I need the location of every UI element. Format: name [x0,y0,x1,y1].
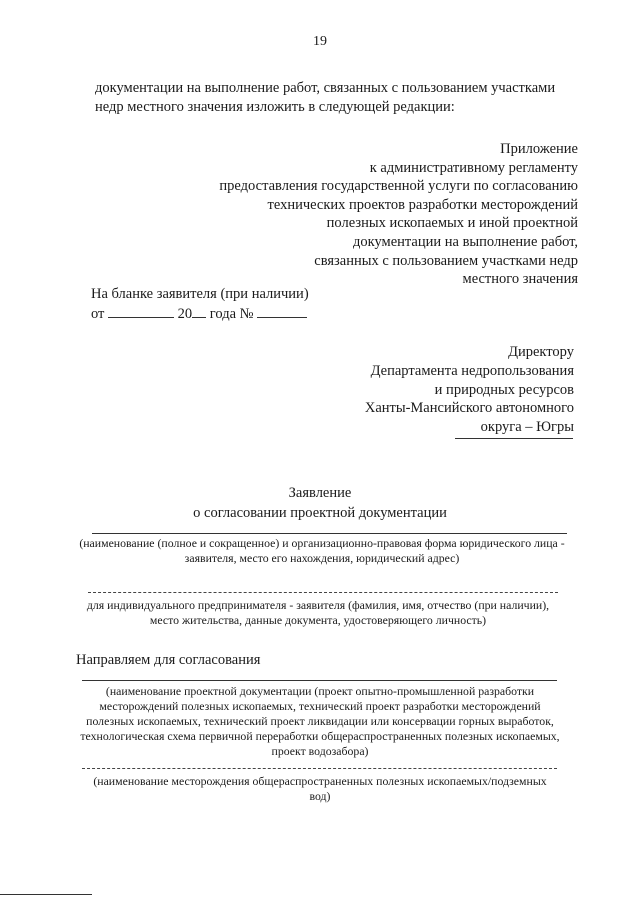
page-number: 19 [313,34,327,49]
legal-entity-note: (наименование (полное и сокращенное) и организационно-правовая форма юридического лица - заявителя, место его нахождения, юридический адрес) [79,536,565,565]
letterhead-date-line [91,305,307,323]
deposit-line [82,768,557,769]
intro-line-2: недр местного значения изложить в следующей редакции: [95,99,455,115]
intro-line-1: документации на выполнение работ, связанных с пользованием участками [95,80,556,96]
individual-line [88,592,558,593]
appendix-line: Приложение [500,141,578,157]
appendix-line: связанных с пользованием участками недр [314,252,578,269]
appendix-line: полезных ископаемых и иной проектной [326,215,578,232]
individual-note: для индивидуального предпринимателя - заявителя (фамилия, имя, отчество (при наличии), место жительства, данные документа, удостоверяющего личность) [86,598,550,627]
year-label: 20 [177,306,193,322]
addressee-block [365,343,574,437]
year-number-label: года № [209,306,254,322]
date-blank [108,305,174,318]
appendix-line: к административному регламенту [369,159,578,176]
submit-label: Направляем для согласования [76,652,261,668]
footnote-separator [0,894,92,895]
addressee-line: округа – Югры [480,419,574,436]
addressee-line: Ханты-Мансийского автономного [364,400,574,417]
applicant-name-line [92,533,567,534]
statement-subtitle: о согласовании проектной документации [193,505,447,521]
project-doc-line [82,680,557,681]
deposit-note: (наименование месторождения общераспространенных полезных ископаемых/подземных вод) [93,774,547,803]
statement-title: Заявление [288,485,352,501]
year-blank [192,305,206,318]
appendix-line: местного значения [462,271,578,288]
from-label: от [91,306,105,322]
appendix-line: технических проектов разработки месторождений [267,196,578,213]
appendix-line: документации на выполнение работ, [353,233,578,250]
addressee-line: Директору [508,344,574,360]
appendix-block [219,140,578,289]
letterhead-line: На бланке заявителя (при наличии) [91,286,309,302]
addressee-line: и природных ресурсов [434,381,574,398]
project-doc-note: (наименование проектной документации (проект опытно-промышленной разработки месторождений полезных ископаемых, технический проект разработки месторождений полезных ископаемых, технический проект ликвидации или консервации горных выработок, технологическая схема первичной переработки общераспространенных полезных ископаемых, проект водозабора) [80,684,560,758]
number-blank [257,305,307,318]
addressee-line: Департамента недропользования [370,362,574,379]
appendix-line: предоставления государственной услуги по согласованию [219,178,578,195]
signature-line [455,438,573,439]
